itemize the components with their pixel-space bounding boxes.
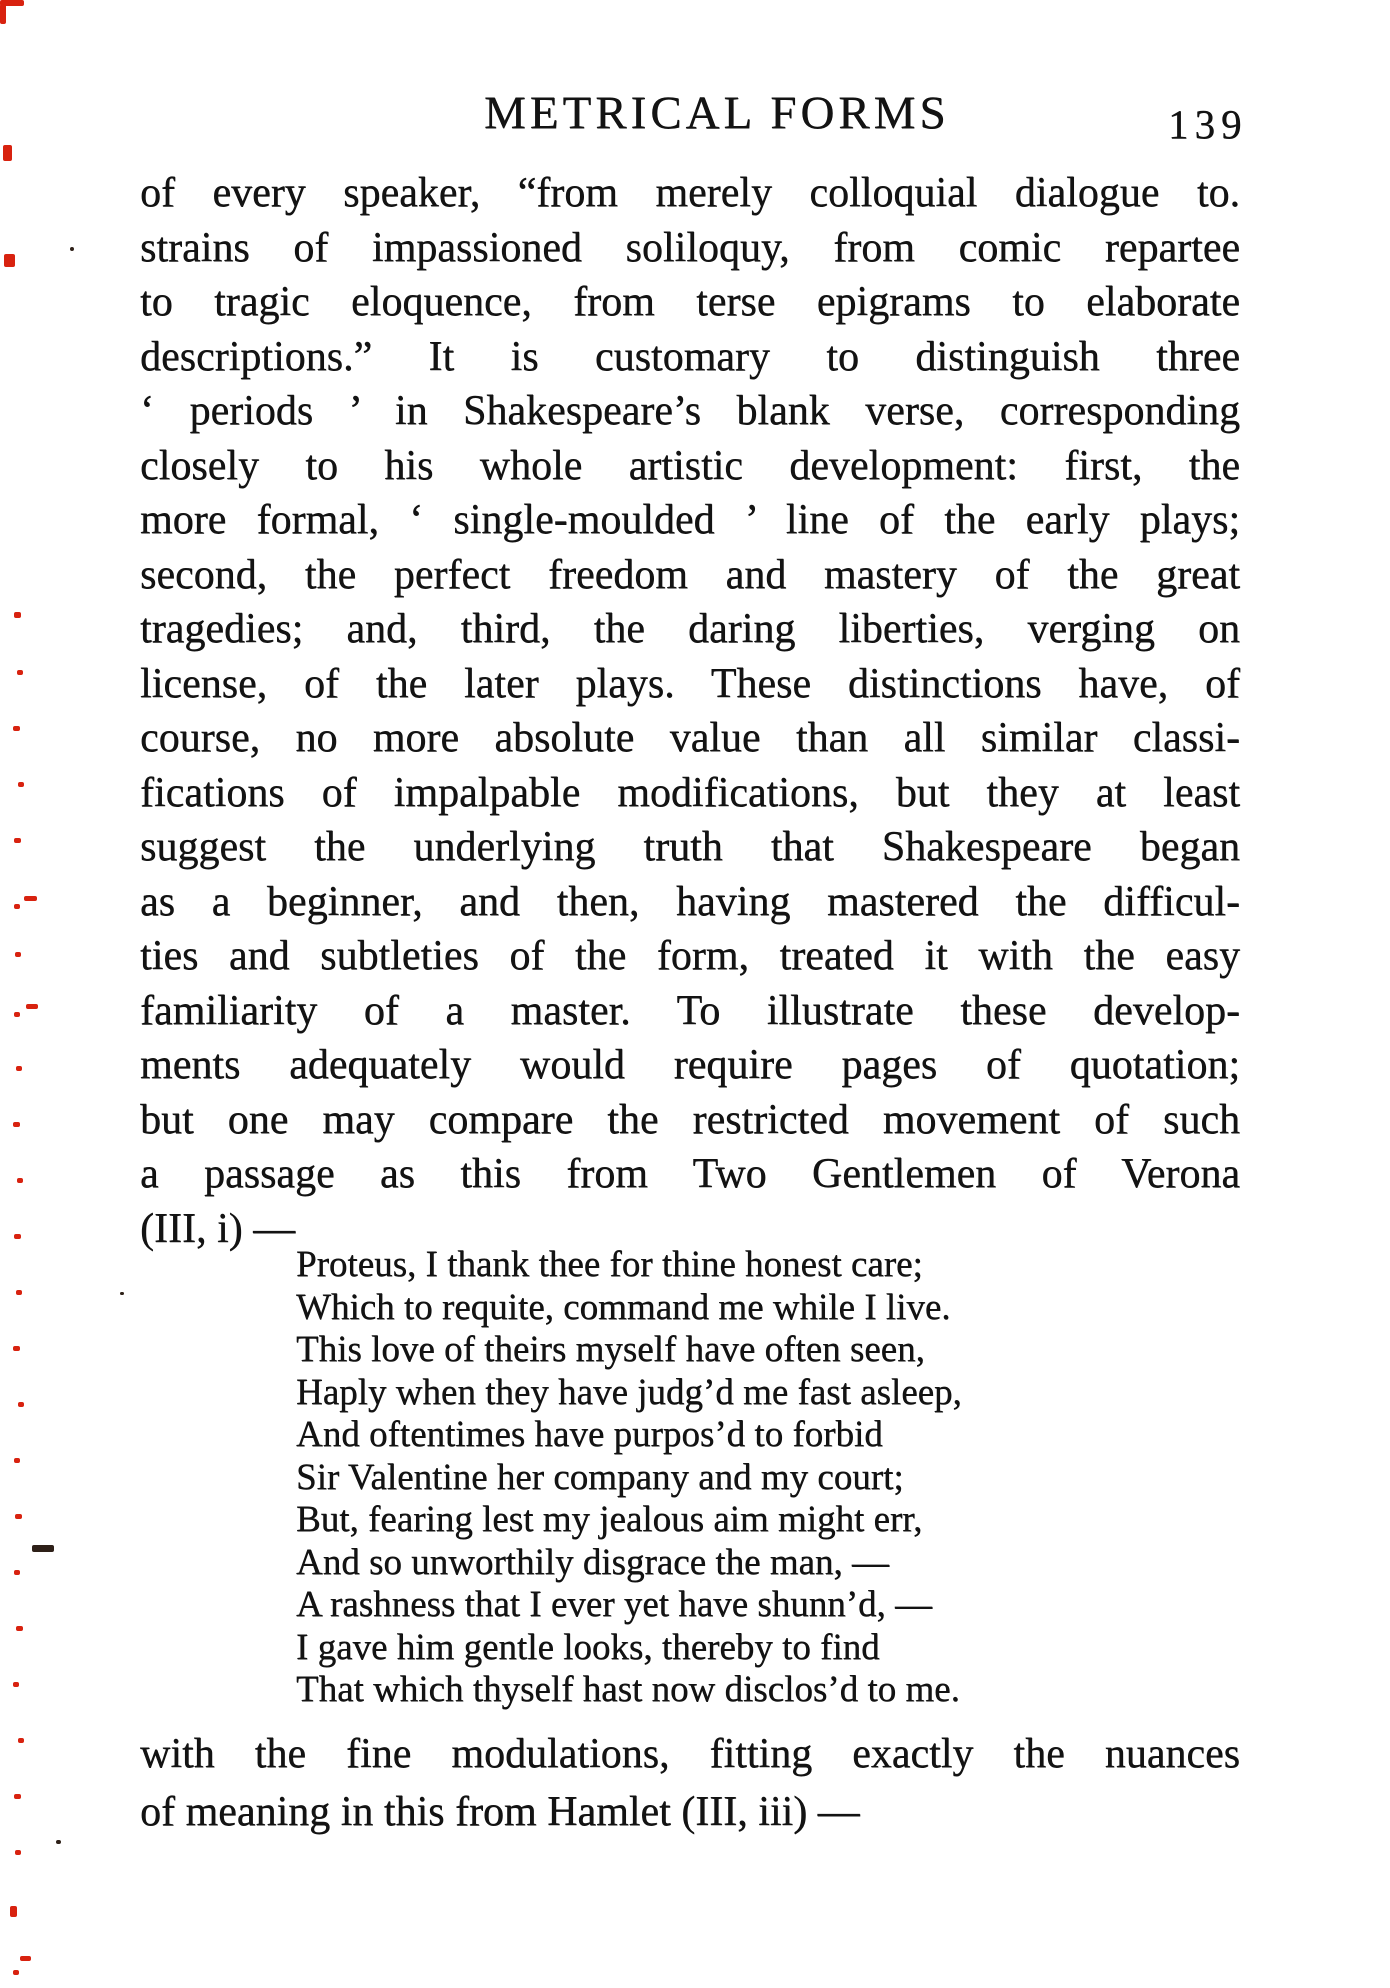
red-margin-mark — [13, 1122, 20, 1127]
red-margin-mark — [14, 904, 20, 909]
text-line: Haply when they have judg’d me fast asleep, — [296, 1371, 962, 1413]
text-line: ‘ periods ’ in Shakespeare’s blank verse, corresponding — [140, 388, 1240, 434]
red-margin-mark — [14, 1570, 20, 1575]
text-line: a passage as this from Two Gentlemen of Verona — [140, 1151, 1240, 1197]
text-line: I gave him gentle looks, thereby to find — [296, 1626, 880, 1668]
text-line: course, no more absolute value than all similar classi- — [140, 715, 1240, 761]
red-margin-mark — [13, 1970, 19, 1975]
red-margin-mark — [18, 1738, 24, 1743]
red-margin-mark — [16, 1626, 23, 1631]
red-margin-mark — [14, 612, 21, 618]
body-paragraph-1 — [140, 166, 1240, 1256]
text-line: suggest the underlying truth that Shakespeare began — [140, 824, 1240, 870]
red-margin-mark — [14, 838, 21, 843]
ink-fleck-mark — [120, 1292, 124, 1295]
text-line: This love of theirs myself have often seen, — [296, 1329, 925, 1370]
text-line: of every speaker, “from merely colloquial dialogue to. — [140, 170, 1240, 216]
body-paragraph-2 — [140, 1726, 1240, 1841]
red-margin-mark — [0, 4, 6, 24]
ink-fleck-mark — [56, 1840, 61, 1844]
red-margin-mark — [13, 1682, 19, 1687]
text-line: Sir Valentine her company and my court; — [296, 1456, 904, 1498]
red-margin-mark — [24, 896, 37, 901]
red-margin-mark — [18, 782, 24, 787]
red-margin-mark — [14, 1012, 20, 1017]
text-line: license, of the later plays. These distinctions have, of — [140, 660, 1240, 707]
text-line: second, the perfect freedom and mastery of the great — [140, 551, 1240, 598]
red-margin-mark — [26, 1004, 38, 1009]
text-line: And oftentimes have purpos’d to forbid — [296, 1414, 883, 1455]
text-line: A rashness that I ever yet have shunn’d, — — [296, 1584, 933, 1625]
running-header-title: METRICAL FORMS — [484, 87, 950, 139]
red-margin-mark — [15, 1850, 21, 1855]
text-line: familiarity of a master. To illustrate these develop- — [140, 987, 1240, 1034]
text-line: to tragic eloquence, from terse epigrams to elaborate — [140, 279, 1240, 325]
text-line: That which thyself hast now disclos’d to me. — [296, 1669, 960, 1710]
text-line: Proteus, I thank thee for thine honest care; — [296, 1244, 923, 1285]
red-margin-mark — [14, 1794, 21, 1799]
red-margin-mark — [14, 1234, 21, 1239]
text-line: tragedies; and, third, the daring liberties, verging on — [140, 606, 1240, 652]
text-line: more formal, ‘ single-moulded ’ line of the early plays; — [140, 497, 1240, 543]
text-line: (III, i) — — [140, 1205, 296, 1252]
red-margin-mark — [20, 1956, 31, 1961]
text-line: with the fine modulations, fitting exactly the nuances — [140, 1731, 1240, 1777]
text-line: And so unworthily disgrace the man, — — [296, 1541, 889, 1583]
red-margin-mark — [15, 1514, 22, 1519]
text-line: of meaning in this from Hamlet (III, iii) — — [140, 1788, 860, 1835]
ink-fleck-mark — [70, 247, 74, 251]
text-line: fications of impalpable modifications, but they at least — [140, 769, 1240, 816]
red-margin-mark — [16, 1066, 22, 1071]
text-line: Which to requite, command me while I live. — [296, 1286, 951, 1328]
red-margin-mark — [17, 670, 23, 675]
red-margin-mark — [16, 1290, 22, 1295]
page-number: 139 — [1168, 101, 1248, 147]
red-margin-mark — [18, 1402, 24, 1407]
text-line: But, fearing lest my jealous aim might err, — [296, 1499, 923, 1540]
text-line: strains of impassioned soliloquy, from comic repartee — [140, 224, 1240, 271]
red-margin-mark — [3, 145, 12, 161]
red-margin-mark — [13, 1346, 20, 1351]
text-line: ments adequately would require pages of quotation; — [140, 1042, 1240, 1088]
red-margin-mark — [13, 726, 20, 731]
text-line: descriptions.” It is customary to distinguish three — [140, 333, 1240, 380]
verse-quotation-block — [296, 1244, 962, 1712]
text-line: but one may compare the restricted movement of such — [140, 1096, 1240, 1143]
red-margin-mark — [17, 1178, 23, 1183]
text-line: closely to his whole artistic development: first, the — [140, 442, 1240, 489]
red-margin-mark — [15, 952, 21, 957]
red-margin-mark — [4, 254, 15, 267]
ink-fleck-mark — [32, 1545, 54, 1552]
red-margin-mark — [14, 1458, 20, 1463]
red-margin-mark — [10, 1906, 17, 1917]
text-line: as a beginner, and then, having mastered the difficul- — [140, 878, 1240, 925]
text-line: ties and subtleties of the form, treated it with the easy — [140, 933, 1240, 979]
